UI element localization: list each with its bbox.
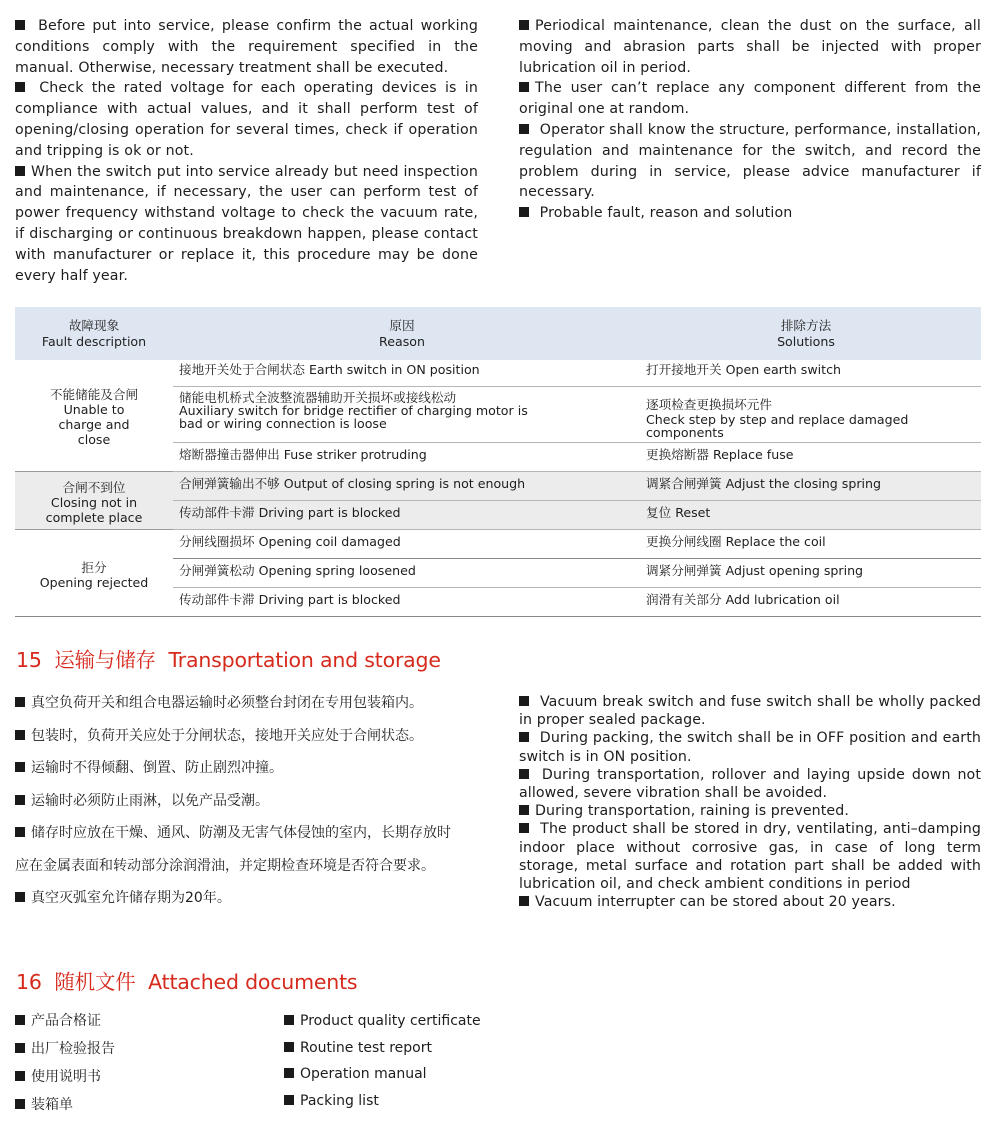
solution-cell: 更换分闸线圈 Replace the coil bbox=[631, 530, 981, 559]
section-15-heading: 15 运输与储存 Transportation and storage bbox=[16, 648, 441, 672]
list-item: 应在金属表面和转动部分涂润滑油，并定期检查环境是否符合要求。 bbox=[15, 857, 435, 874]
intro-para-3: When the switch put into service already but need inspection and maintenance, if necessary, the user can perform test of power frequency withstand voltage to check the vacuum rate, if discharging or continuous breakdown happen, please contact with manufacturer or replace it, this procedure may be done every half year. bbox=[15, 163, 478, 284]
bullet-square-icon bbox=[519, 20, 529, 30]
intro-left-column bbox=[15, 16, 478, 286]
bullet-square-icon bbox=[284, 1095, 294, 1105]
reason-cell: 分闸线圈损坏 Opening coil damaged bbox=[173, 530, 631, 559]
solution-cell: 打开接地开关 Open earth switch bbox=[631, 360, 981, 387]
list-item: 运输时不得倾翻、倒置、防止剧烈冲撞。 bbox=[15, 758, 495, 791]
table-row bbox=[15, 360, 981, 387]
solution-cell: 调紧分闸弹簧 Adjust opening spring bbox=[631, 559, 981, 588]
intro-para-6: Operator shall know the structure, performance, installation, regulation and maintenance for the switch, and record the problem during in service, please advice manufacturer if necessary. bbox=[519, 121, 981, 201]
bullet-square-icon bbox=[15, 892, 25, 902]
bullet-square-icon bbox=[15, 82, 25, 92]
header-fault: 故障现象 Fault description bbox=[15, 307, 173, 360]
bullet-square-icon bbox=[284, 1042, 294, 1052]
list-item: Vacuum interrupter can be stored about 20 years. bbox=[519, 893, 981, 911]
bullet-square-icon bbox=[15, 166, 25, 176]
bullet-square-icon bbox=[519, 82, 529, 92]
list-item: Product quality certificate bbox=[284, 1011, 544, 1038]
bullet-square-icon bbox=[15, 20, 25, 30]
bullet-square-icon bbox=[15, 1043, 25, 1053]
intro-para-7: Probable fault, reason and solution bbox=[519, 203, 981, 224]
list-item: Routine test report bbox=[284, 1038, 544, 1065]
bullet-square-icon bbox=[284, 1068, 294, 1078]
reason-cell: 储能电机桥式全波整流器辅助开关损坏或接线松动 Auxiliary switch for bridge rectifier of charging motor is bad or wiring connection is loose bbox=[173, 387, 631, 443]
list-item: Packing list bbox=[284, 1091, 544, 1118]
reason-cell: 合闸弹簧输出不够 Output of closing spring is not enough bbox=[173, 472, 631, 501]
list-item: 出厂检验报告 bbox=[15, 1039, 255, 1067]
bullet-square-icon bbox=[15, 827, 25, 837]
list-item: During transportation, raining is prevented. bbox=[519, 802, 981, 820]
reason-cell: 分闸弹簧松动 Opening spring loosened bbox=[173, 559, 631, 588]
reason-cell: 传动部件卡滞 Driving part is blocked bbox=[173, 588, 631, 617]
list-item: Vacuum break switch and fuse switch shall be wholly packed in proper sealed package. bbox=[519, 694, 981, 729]
intro-para-4: Periodical maintenance, clean the dust on the surface, all moving and abrasion parts shall be injected with proper lubrication oil in period. bbox=[519, 18, 981, 76]
solution-cell: 调紧合闸弹簧 Adjust the closing spring bbox=[631, 472, 981, 501]
bullet-square-icon bbox=[519, 696, 529, 706]
solution-cell: 逐项检查更换损坏元件 Check step by step and replace damaged components bbox=[631, 387, 981, 443]
fault-cell: 不能储能及合闸 Unable to charge and close bbox=[15, 360, 173, 472]
list-item: Operation manual bbox=[284, 1064, 544, 1091]
bullet-square-icon bbox=[284, 1015, 294, 1025]
table-header-row bbox=[15, 307, 981, 360]
bullet-square-icon bbox=[15, 1015, 25, 1025]
list-item: 使用说明书 bbox=[15, 1067, 255, 1095]
list-item: 产品合格证 bbox=[15, 1011, 255, 1039]
list-item: 真空灭弧室允许储存期为20年。 bbox=[15, 888, 495, 921]
intro-para-2: Check the rated voltage for each operating devices is in compliance with actual values, and it shall perform test of opening/closing operation for several times, check if operation and tripping is ok or not. bbox=[15, 80, 478, 159]
bullet-square-icon bbox=[15, 1099, 25, 1109]
header-reason: 原因 Reason bbox=[173, 307, 631, 360]
section-15-zh-list bbox=[15, 693, 495, 921]
bullet-square-icon bbox=[519, 207, 529, 217]
list-item: 真空负荷开关和组合电器运输时必须整台封闭在专用包装箱内。 bbox=[15, 693, 495, 726]
intro-right-column bbox=[519, 16, 981, 224]
intro-para-1: Before put into service, please confirm the actual working conditions comply with the requirement specified in the manual. Otherwise, necessary treatment shall be executed. bbox=[15, 18, 478, 76]
reason-cell: 接地开关处于合闸状态 Earth switch in ON position bbox=[173, 360, 631, 387]
fault-table bbox=[15, 307, 981, 617]
list-item: During packing, the switch shall be in OFF position and earth switch is in ON position. bbox=[519, 730, 981, 765]
bullet-square-icon bbox=[15, 795, 25, 805]
list-item: The product shall be stored in dry, ventilating, anti–damping indoor place without corrosive gas, in case of long term storage, metal surface and rotation part shall be added with lubrication oil, and check ambient conditions in period bbox=[519, 821, 981, 893]
bullet-square-icon bbox=[519, 732, 529, 742]
reason-cell: 熔断器撞击器伸出 Fuse striker protruding bbox=[173, 443, 631, 472]
bullet-square-icon bbox=[519, 823, 529, 833]
fault-cell: 拒分 Opening rejected bbox=[15, 530, 173, 617]
list-item: 储存时应放在干燥、通风、防潮及无害气体侵蚀的室内，长期存放时 bbox=[15, 823, 495, 856]
bullet-square-icon bbox=[15, 730, 25, 740]
reason-cell: 传动部件卡滞 Driving part is blocked bbox=[173, 501, 631, 530]
section-16-heading: 16 随机文件 Attached documents bbox=[16, 970, 358, 994]
fault-cell: 合闸不到位 Closing not in complete place bbox=[15, 472, 173, 530]
solution-cell: 复位 Reset bbox=[631, 501, 981, 530]
section-16-zh-list bbox=[15, 1011, 255, 1123]
solution-cell: 更换熔断器 Replace fuse bbox=[631, 443, 981, 472]
section-15-en-list bbox=[519, 693, 981, 911]
bullet-square-icon bbox=[519, 769, 529, 779]
bullet-square-icon bbox=[15, 1071, 25, 1081]
intro-para-5: The user can’t replace any component different from the original one at random. bbox=[519, 80, 981, 118]
bullet-square-icon bbox=[519, 805, 529, 815]
list-item: 装箱单 bbox=[15, 1095, 255, 1123]
solution-cell: 润滑有关部分 Add lubrication oil bbox=[631, 588, 981, 617]
bullet-square-icon bbox=[15, 762, 25, 772]
table-row bbox=[15, 472, 981, 501]
list-item: 运输时必须防止雨淋，以免产品受潮。 bbox=[15, 791, 495, 824]
list-item: During transportation, rollover and laying upside down not allowed, severe vibration shall be avoided. bbox=[519, 766, 981, 802]
list-item: 包装时，负荷开关应处于分闸状态，接地开关应处于合闸状态。 bbox=[15, 726, 495, 759]
bullet-square-icon bbox=[15, 697, 25, 707]
bullet-square-icon bbox=[519, 896, 529, 906]
section-16-en-list bbox=[284, 1011, 544, 1117]
bullet-square-icon bbox=[519, 124, 529, 134]
table-row bbox=[15, 530, 981, 559]
header-solution: 排除方法 Solutions bbox=[631, 307, 981, 360]
